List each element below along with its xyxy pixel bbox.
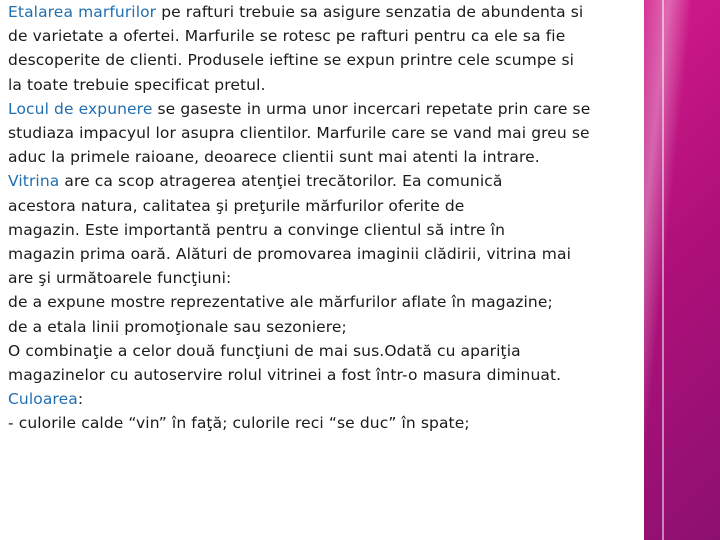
text-line: magazin prima oară. Alături de promovarea imaginii clădirii, vitrina mai xyxy=(8,245,572,264)
text-line: acestora natura, calitatea şi preţurile mărfurilor oferite de xyxy=(8,196,465,215)
text-line: Locul de expunere se gaseste in urma unor incercari repetate prin care se xyxy=(8,99,591,118)
text-line: - culorile calde “vin” în faţă; culorile reci “se duc” în spate; xyxy=(8,414,470,433)
text-line: Culoarea: xyxy=(8,390,84,409)
text-line: Vitrina are ca scop atragerea atenţiei trecătorilor. Ea comunică xyxy=(8,172,503,191)
text-line: magazinelor cu autoservire rolul vitrinei a fost într-o masura diminuat. xyxy=(8,366,562,385)
section-heading-etalarea: Etalarea marfurilor xyxy=(8,3,157,21)
text-line: O combinaţie a celor două funcţiuni de mai sus.Odată cu apariţia xyxy=(8,341,521,360)
section-heading-culoarea: Culoarea xyxy=(8,390,78,409)
text-line: de a expune mostre reprezentative ale mărfurilor aflate în magazine; xyxy=(8,293,553,312)
text-line: aduc la primele raioane, deoarece clientii sunt mai atenti la intrare. xyxy=(8,148,540,167)
slide-body-text xyxy=(8,0,713,436)
text-line: Etalarea marfurilor pe rafturi trebuie sa asigure senzatia de abundenta si xyxy=(8,3,584,21)
text-line: are şi următoarele funcţiuni: xyxy=(8,269,232,288)
section-heading-locul: Locul de expunere xyxy=(8,99,153,118)
text-line: studiaza impacyul lor asupra clientilor. Marfurile care se vand mai greu se xyxy=(8,124,590,143)
text-line: descoperite de clienti. Produsele ieftine se expun printre cele scumpe si xyxy=(8,51,575,70)
text-line: la toate trebuie specificat pretul. xyxy=(8,75,266,94)
text-line: magazin. Este importantă pentru a convinge clientul să intre în xyxy=(8,220,505,239)
text-line: de a etala linii promoţionale sau sezoniere; xyxy=(8,317,347,336)
section-heading-vitrina: Vitrina xyxy=(8,172,60,191)
text-line: de varietate a ofertei. Marfurile se rotesc pe rafturi pentru ca ele sa fie xyxy=(8,27,566,46)
